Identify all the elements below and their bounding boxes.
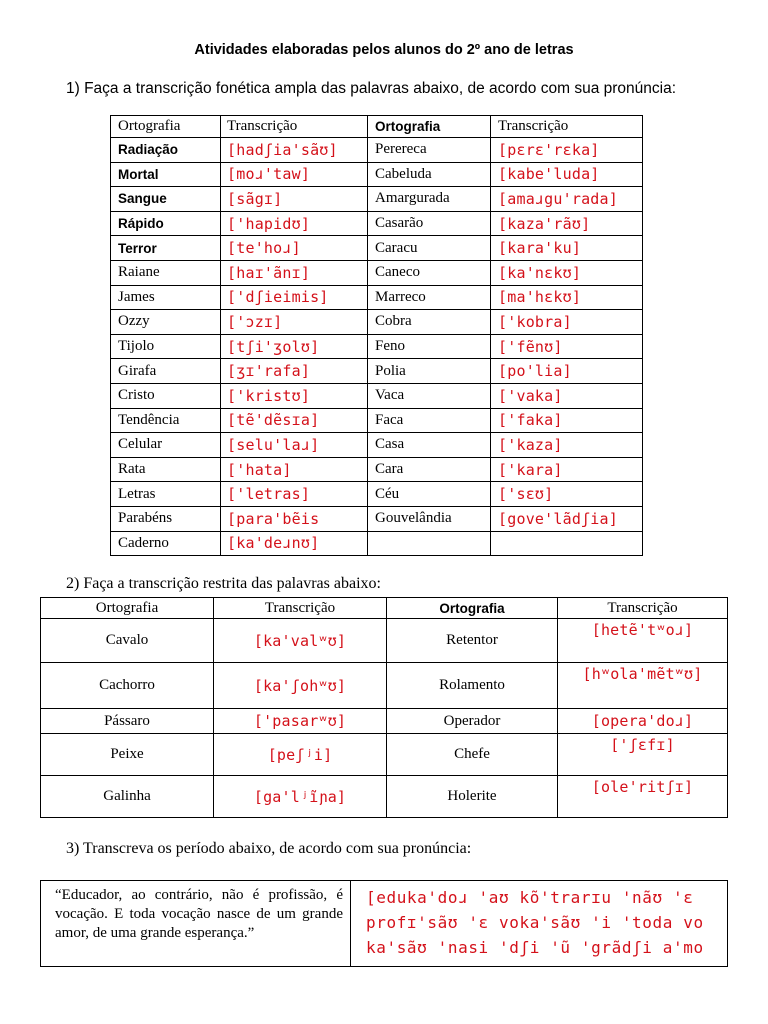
transcription-cell: [haɪ'ãnɪ] xyxy=(221,260,368,285)
table-row xyxy=(111,506,643,531)
transcription-cell: [sãgɪ] xyxy=(221,187,368,212)
word-cell: Cabeluda xyxy=(368,162,491,187)
table-row xyxy=(111,408,643,433)
transcription-cell: ['kobra] xyxy=(491,310,643,335)
table-row xyxy=(111,359,643,384)
table-row xyxy=(41,776,728,818)
table-row xyxy=(41,619,728,663)
transcription-cell: [ʒɪ'rafa] xyxy=(221,359,368,384)
word-cell: Parabéns xyxy=(111,506,221,531)
question-2: 2) Faça a transcrição restrita das palavras abaixo: xyxy=(66,575,381,592)
transcription-cell: [po'lia] xyxy=(491,359,643,384)
transcription-cell: [hadʃia'sãʊ] xyxy=(221,138,368,163)
transcription-cell: [selu'laɹ] xyxy=(221,433,368,458)
table-row xyxy=(111,531,643,556)
transcription-cell: ['hata] xyxy=(221,457,368,482)
transcription-cell: [ole'ritʃɪ] xyxy=(558,776,728,818)
transcription-cell: [ka'nɛkʊ] xyxy=(491,260,643,285)
word-cell: Ozzy xyxy=(111,310,221,335)
word-cell: Caderno xyxy=(111,531,221,556)
header-ortografia: Ortografia xyxy=(111,116,221,138)
transcription-cell: [tẽ'dẽsɪa] xyxy=(221,408,368,433)
table-row xyxy=(111,162,643,187)
word-cell: Gouvelândia xyxy=(368,506,491,531)
word-cell: Cobra xyxy=(368,310,491,335)
transcription-cell: [kaza'rãʊ] xyxy=(491,211,643,236)
table-narrow-transcription xyxy=(40,597,728,818)
table-sentence-transcription xyxy=(40,880,728,967)
word-cell: Céu xyxy=(368,482,491,507)
question-1: 1) Faça a transcrição fonética ampla das palavras abaixo, de acordo com sua pronúncia: xyxy=(66,80,677,97)
transcription-cell: [hʷola'mẽtʷʊ] xyxy=(558,663,728,709)
table-row xyxy=(111,138,643,163)
transcription-cell: ['hapidʊ] xyxy=(221,211,368,236)
word-cell: Tijolo xyxy=(111,334,221,359)
table-row xyxy=(111,260,643,285)
transcription-cell xyxy=(491,531,643,556)
word-cell: Girafa xyxy=(111,359,221,384)
word-cell: Caneco xyxy=(368,260,491,285)
table-row xyxy=(41,881,728,967)
word-cell xyxy=(368,531,491,556)
header-transcricao: Transcrição xyxy=(558,598,728,619)
transcription-cell: [para'bẽis xyxy=(221,506,368,531)
table-header-row xyxy=(111,116,643,138)
table-row xyxy=(111,236,643,261)
word-cell: Rápido xyxy=(111,211,221,236)
table-row xyxy=(111,211,643,236)
quote-cell: “Educador, ao contrário, não é profissão, é vocação. E toda vocação nasce de um grande amor, de uma grande esperança.” xyxy=(41,881,351,967)
table-row xyxy=(41,734,728,776)
transcription-cell: [ka'deɹnʊ] xyxy=(221,531,368,556)
table-row xyxy=(41,709,728,734)
transcription-cell: [ma'hɛkʊ] xyxy=(491,285,643,310)
word-cell: Raiane xyxy=(111,260,221,285)
transcription-cell: [kara'ku] xyxy=(491,236,643,261)
transcription-cell: [pɛrɛ'rɛka] xyxy=(491,138,643,163)
transcription-cell: [amaɹgu'rada] xyxy=(491,187,643,212)
transcription-cell: ['vaka] xyxy=(491,383,643,408)
word-cell: Marreco xyxy=(368,285,491,310)
transcription-cell: ['kara] xyxy=(491,457,643,482)
transcription-cell: [peʃʲi] xyxy=(214,734,387,776)
word-cell: Rolamento xyxy=(387,663,558,709)
transcription-cell: [moɹ'taw] xyxy=(221,162,368,187)
word-cell: Sangue xyxy=(111,187,221,212)
word-cell: Chefe xyxy=(387,734,558,776)
transcription-cell: [opera'doɹ] xyxy=(558,709,728,734)
transcription-cell: ['ʃɛfɪ] xyxy=(558,734,728,776)
table-header-row xyxy=(41,598,728,619)
word-cell: Pássaro xyxy=(41,709,214,734)
transcription-cell: [ka'valʷʊ] xyxy=(214,619,387,663)
word-cell: Casa xyxy=(368,433,491,458)
table-row xyxy=(111,457,643,482)
word-cell: Celular xyxy=(111,433,221,458)
question-3: 3) Transcreva os período abaixo, de acordo com sua pronúncia: xyxy=(66,840,472,857)
header-transcricao: Transcrição xyxy=(221,116,368,138)
word-cell: Casarão xyxy=(368,211,491,236)
table-row xyxy=(111,383,643,408)
transcription-cell: ['dʃieimis] xyxy=(221,285,368,310)
word-cell: Letras xyxy=(111,482,221,507)
header-ortografia: Ortografia xyxy=(387,598,558,619)
table-row xyxy=(111,310,643,335)
transcription-cell: [kabe'luda] xyxy=(491,162,643,187)
page-title: Atividades elaboradas pelos alunos do 2º ano de letras xyxy=(194,42,574,58)
word-cell: Rata xyxy=(111,457,221,482)
transcription-cell: [hetẽ'tʷoɹ] xyxy=(558,619,728,663)
transcription-cell: ['letras] xyxy=(221,482,368,507)
transcription-cell: ['sɛʊ] xyxy=(491,482,643,507)
table-row xyxy=(111,482,643,507)
word-cell: Cachorro xyxy=(41,663,214,709)
transcription-cell: [gove'lãdʃia] xyxy=(491,506,643,531)
transcription-cell: ['ɔzɪ] xyxy=(221,310,368,335)
transcription-cell: ['kaza] xyxy=(491,433,643,458)
word-cell: Amargurada xyxy=(368,187,491,212)
table-row xyxy=(111,285,643,310)
word-cell: Operador xyxy=(387,709,558,734)
word-cell: Retentor xyxy=(387,619,558,663)
word-cell: Mortal xyxy=(111,162,221,187)
transcription-cell: [ka'ʃohʷʊ] xyxy=(214,663,387,709)
word-cell: Terror xyxy=(111,236,221,261)
transcription-cell: [eduka'doɹ 'aʊ kõ'trarɪu 'nãʊ 'ɛ profɪ'sãʊ 'ɛ voka'sãʊ 'i 'toda vo ka'sãʊ 'nasi 'dʃi 'ũ 'grãdʃi a'mo xyxy=(351,881,728,967)
header-transcricao: Transcrição xyxy=(214,598,387,619)
transcription-cell: ['kristʊ] xyxy=(221,383,368,408)
transcription-cell: [tʃi'ʒolʊ] xyxy=(221,334,368,359)
word-cell: Cara xyxy=(368,457,491,482)
word-cell: Tendência xyxy=(111,408,221,433)
word-cell: Holerite xyxy=(387,776,558,818)
table-row xyxy=(111,334,643,359)
transcription-cell: [te'hoɹ] xyxy=(221,236,368,261)
header-ortografia: Ortografia xyxy=(368,116,491,138)
transcription-cell: ['fẽnʊ] xyxy=(491,334,643,359)
word-cell: Cristo xyxy=(111,383,221,408)
word-cell: Perereca xyxy=(368,138,491,163)
word-cell: Caracu xyxy=(368,236,491,261)
word-cell: Radiação xyxy=(111,138,221,163)
word-cell: Vaca xyxy=(368,383,491,408)
word-cell: Galinha xyxy=(41,776,214,818)
word-cell: Cavalo xyxy=(41,619,214,663)
word-cell: Peixe xyxy=(41,734,214,776)
table-row xyxy=(111,433,643,458)
word-cell: James xyxy=(111,285,221,310)
transcription-cell: [ga'lʲĩɲa] xyxy=(214,776,387,818)
table-row xyxy=(111,187,643,212)
header-transcricao: Transcrição xyxy=(491,116,643,138)
word-cell: Polia xyxy=(368,359,491,384)
table-row xyxy=(41,663,728,709)
transcription-cell: ['pasarʷʊ] xyxy=(214,709,387,734)
table-broad-transcription xyxy=(110,115,643,556)
word-cell: Faca xyxy=(368,408,491,433)
header-ortografia: Ortografia xyxy=(41,598,214,619)
word-cell: Feno xyxy=(368,334,491,359)
transcription-cell: ['faka] xyxy=(491,408,643,433)
